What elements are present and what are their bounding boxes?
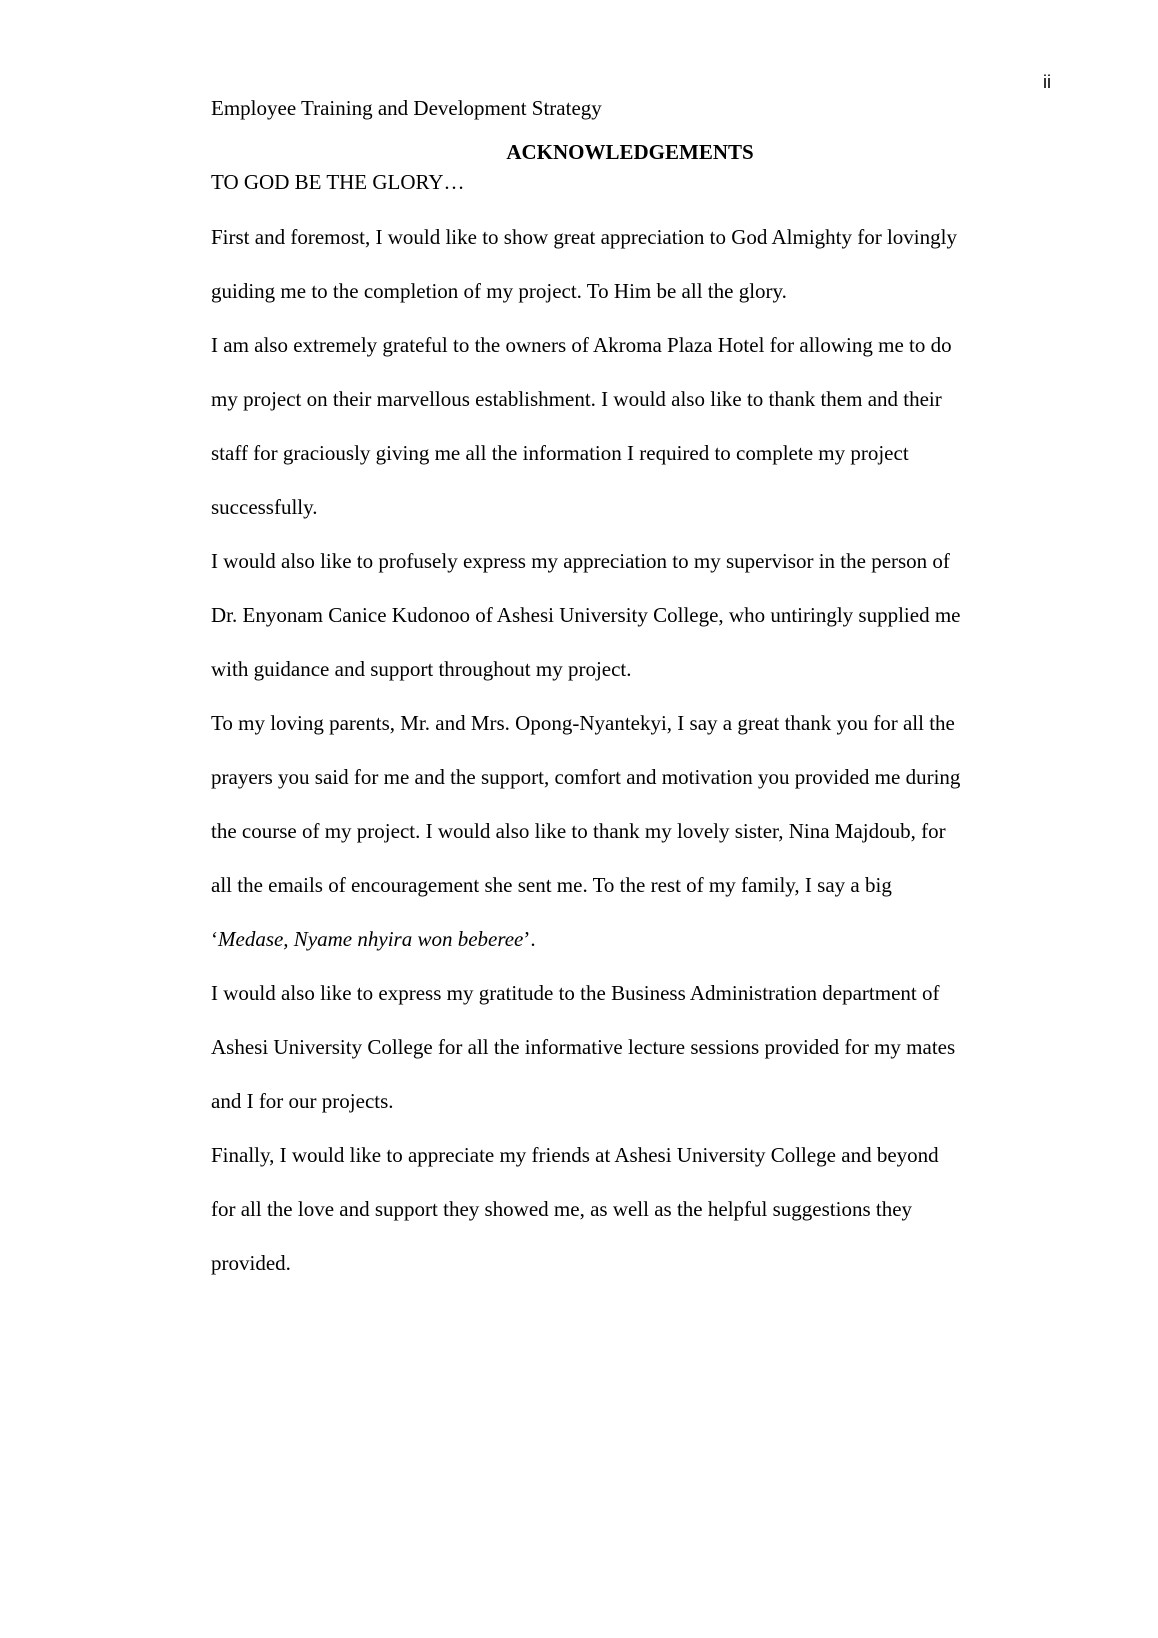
text-line: provided.	[211, 1251, 291, 1275]
text-line: the course of my project. I would also like to thank my lovely sister, Nina Majdoub, for	[211, 819, 946, 843]
text-line: my project on their marvellous establishment. I would also like to thank them and their	[211, 387, 942, 411]
paragraph-hotel	[211, 318, 1056, 534]
paragraph-supervisor	[211, 534, 1056, 696]
text-line: Finally, I would like to appreciate my friends at Ashesi University College and beyond	[211, 1143, 939, 1167]
text-line: First and foremost, I would like to show great appreciation to God Almighty for lovingly	[211, 225, 957, 249]
text-line: I would also like to profusely express my appreciation to my supervisor in the person of	[211, 549, 950, 573]
text-line: staff for graciously giving me all the information I required to complete my project	[211, 441, 909, 465]
twi-phrase: Medase, Nyame nhyira won beberee	[218, 927, 524, 951]
paragraph-god	[211, 210, 1056, 318]
text-line: successfully.	[211, 495, 318, 519]
text-line: with guidance and support throughout my project.	[211, 657, 632, 681]
text-line: Ashesi University College for all the informative lecture sessions provided for my mates	[211, 1035, 956, 1059]
text-line: I would also like to express my gratitude to the Business Administration department of	[211, 981, 940, 1005]
paragraph-department	[211, 966, 1056, 1128]
acknowledgements-body	[211, 210, 1056, 1290]
text-line	[211, 912, 1056, 966]
text-line: Dr. Enyonam Canice Kudonoo of Ashesi University College, who untiringly supplied me	[211, 603, 961, 627]
text-line: prayers you said for me and the support, comfort and motivation you provided me during	[211, 765, 961, 789]
text-line: for all the love and support they showed me, as well as the helpful suggestions they	[211, 1197, 913, 1221]
text-line: all the emails of encouragement she sent me. To the rest of my family, I say a big	[211, 873, 892, 897]
opening-line: TO GOD BE THE GLORY…	[211, 170, 465, 194]
open-quote: ‘	[211, 927, 218, 951]
text-line: I am also extremely grateful to the owners of Akroma Plaza Hotel for allowing me to do	[211, 333, 952, 357]
page-number: ii	[1043, 72, 1051, 92]
close-quote: ’.	[523, 927, 536, 951]
text-line: To my loving parents, Mr. and Mrs. Opong-Nyantekyi, I say a great thank you for all the	[211, 711, 955, 735]
running-head: Employee Training and Development Strategy	[211, 96, 602, 120]
text-line: and I for our projects.	[211, 1089, 394, 1113]
paragraph-family	[211, 696, 1056, 966]
text-line: guiding me to the completion of my project. To Him be all the glory.	[211, 279, 787, 303]
paragraph-friends	[211, 1128, 1056, 1290]
section-heading: ACKNOWLEDGEMENTS	[506, 140, 754, 164]
